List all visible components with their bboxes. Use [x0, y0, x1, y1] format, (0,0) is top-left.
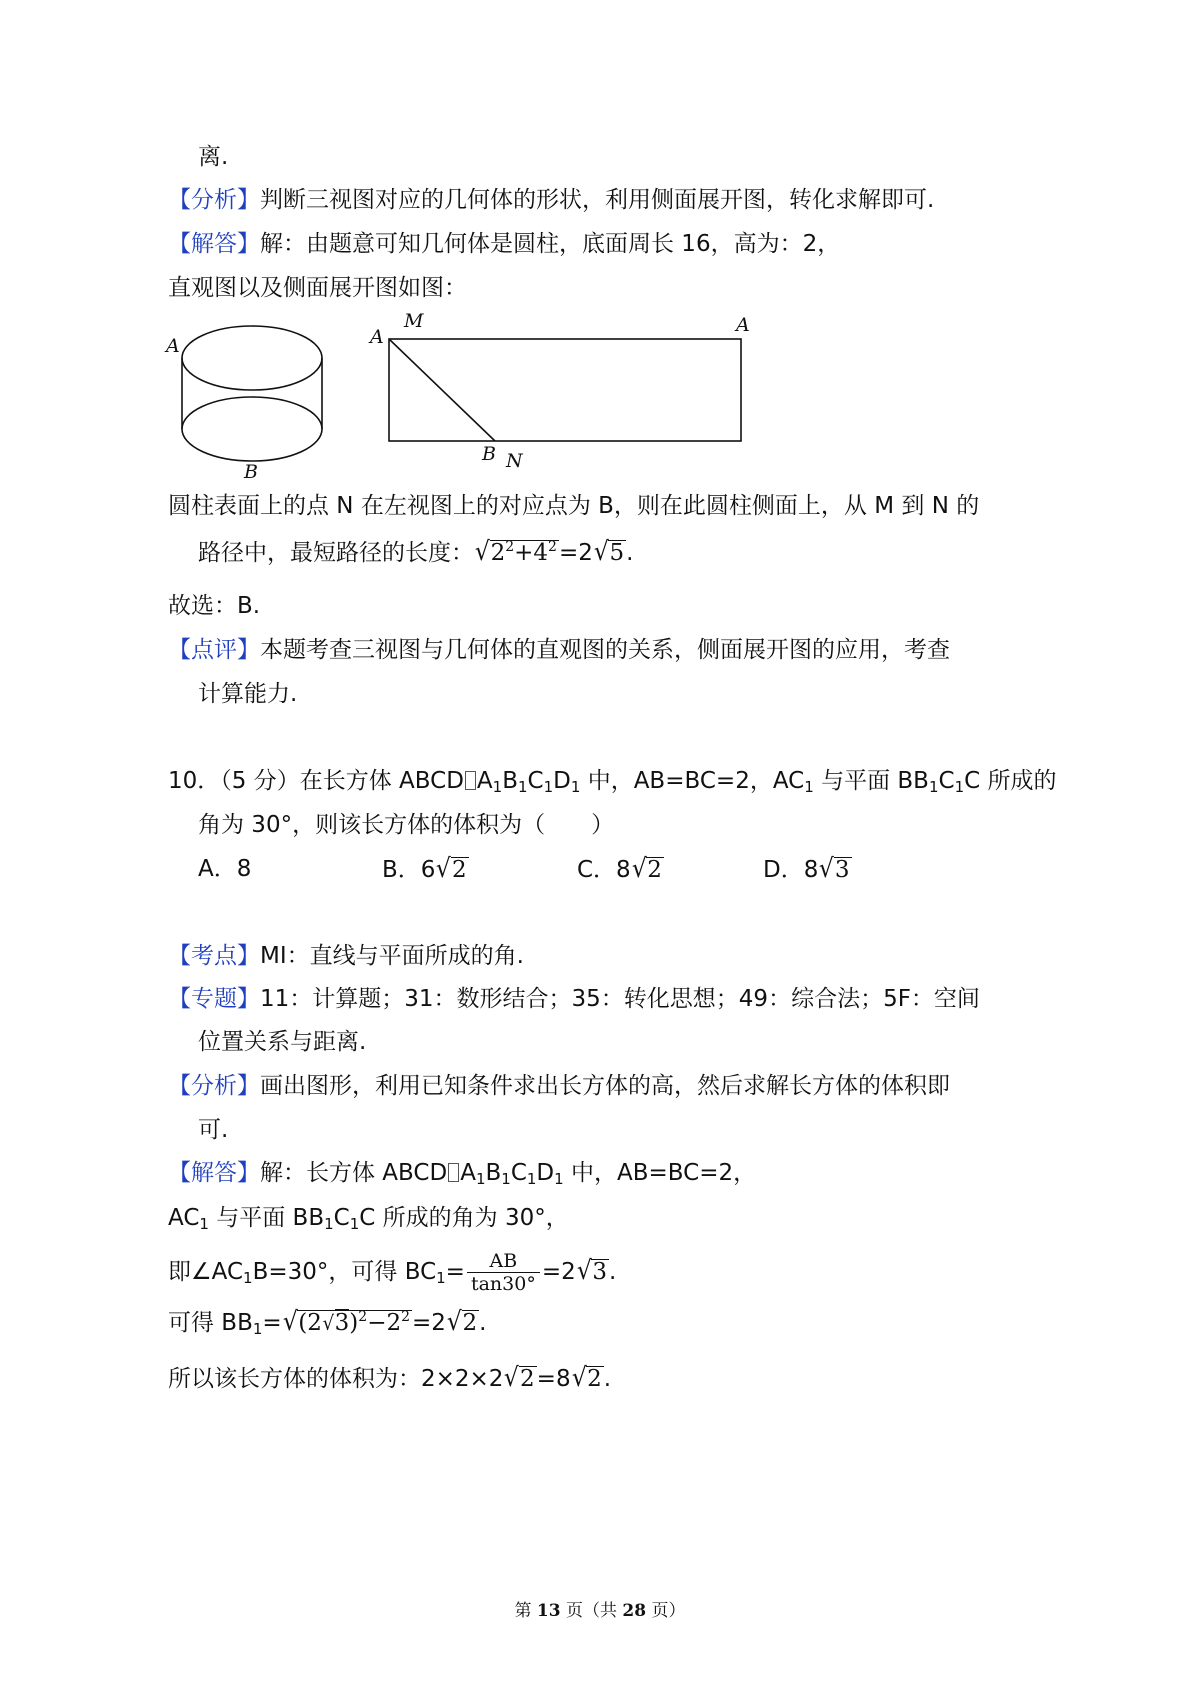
topic-line: 【专题】11：计算题；31：数形结合；35：转化思想；49：综合法；5F：空间: [168, 986, 980, 1012]
analysis-2-tag: 【分析】: [168, 1073, 260, 1099]
question-10-line2: 角为 30°，则该长方体的体积为（ ）: [198, 812, 615, 838]
comment-tag: 【点评】: [168, 637, 260, 663]
option-b[interactable]: B．6√2: [382, 854, 467, 884]
solution-tag: 【解答】: [168, 231, 260, 257]
knowledge-point-tag: 【考点】: [168, 943, 260, 969]
fraction-ab-over-tan30: $\frac{AB}{\tan 30^\circ}$: [467, 1250, 540, 1295]
option-a[interactable]: A．8: [198, 856, 252, 882]
shortest-path-text: 路径中，最短路径的长度：: [198, 540, 474, 566]
missing-glyph-box: [448, 1163, 459, 1182]
solution-line: [168, 229, 840, 259]
solution-step-4: 可得 $BB_1=√(2√3)^2-2^2=2√2$.: [168, 1307, 487, 1338]
figure: [160, 312, 800, 490]
unfold-label-a-left: A: [370, 326, 384, 348]
solution-step-5: 所以该长方体的体积为：2×2×2√2=8√2.: [168, 1363, 612, 1393]
comment-line-2: 计算能力.: [198, 681, 298, 707]
comment-text: 本题考查三视图与几何体的直观图的关系，侧面展开图的应用，考查: [260, 637, 950, 663]
unfold-label-b: B: [482, 443, 496, 465]
unfold-label-a-right: A: [736, 314, 750, 336]
cylinder-bottom-ellipse: [182, 397, 322, 461]
question-10-line1: 10．（5 分）在长方体 ABCD $A_1B_1C_1D_1$ 中，AB=BC=2，$AC_1$ 与平面 $BB_1C_1C$ 所成的: [168, 768, 1057, 796]
cylinder-top-ellipse: [182, 326, 322, 390]
knowledge-point-line: 【考点】MI：直线与平面所成的角.: [168, 943, 524, 969]
page-footer: 第 13 页（共 28 页）: [514, 1601, 686, 1621]
topic-line-2: 位置关系与距离.: [198, 1029, 367, 1055]
analysis-text: 判断三视图对应的几何体的形状，利用侧面展开图，转化求解即可.: [260, 187, 935, 213]
comment-line: [168, 635, 950, 665]
solution-step-3: 即$\angle AC_1B=30^\circ$，可得 $BC_1=$ $\frac{AB}{\tan 30^\circ}$ =2√3.: [168, 1250, 617, 1295]
missing-glyph-box: [465, 771, 476, 790]
total-pages-number: 28: [622, 1601, 647, 1621]
cylinder-label-a: A: [166, 335, 180, 357]
current-page-number: 13: [536, 1601, 561, 1621]
cylinder-diagram: [164, 326, 322, 483]
analysis-2-line: 【分析】画出图形，利用已知条件求出长方体的高，然后求解长方体的体积即: [168, 1073, 950, 1099]
solution-2-line: 【解答】解：长方体 ABCD $A_1B_1C_1D_1$ 中，AB=BC=2，: [168, 1160, 757, 1188]
sqrt-expression: $√2^2+4^2$: [474, 537, 557, 567]
solution-text: 解：由题意可知几何体是圆柱，底面周长 16，高为：2，: [260, 231, 841, 257]
unfold-label-n: N: [506, 450, 523, 472]
solution-step-2: $AC_1$ 与平面 $BB_1C_1C$ 所成的角为 30°，: [168, 1205, 569, 1233]
cylinder-label-b: B: [244, 461, 258, 483]
sqrt-bb1-expression: $√(2√3)^2-2^2$: [282, 1307, 411, 1337]
path-segment-mb: [389, 339, 495, 441]
option-c[interactable]: C．8√2: [577, 854, 662, 884]
analysis-line: [168, 185, 934, 215]
analysis-2-line-2: 可.: [198, 1117, 229, 1143]
line-continuation: 离.: [198, 144, 229, 170]
topic-tag: 【专题】: [168, 986, 260, 1012]
figure-intro: 直观图以及侧面展开图如图：: [168, 275, 467, 301]
sqrt-five: √5: [593, 537, 625, 567]
point-n-line: 圆柱表面上的点 N 在左视图上的对应点为 B，则在此圆柱侧面上，从 M 到 N 的: [168, 493, 980, 519]
unfolding-diagram: [368, 312, 750, 472]
unfold-label-m: M: [404, 312, 424, 332]
answer-line: 故选：B.: [168, 593, 261, 619]
shortest-path-line: 路径中，最短路径的长度：$√2^2+4^2=2√5$.: [198, 537, 634, 567]
option-d[interactable]: D．8√3: [763, 854, 850, 884]
solution-2-tag: 【解答】: [168, 1160, 260, 1186]
equals-part: =2: [558, 540, 593, 566]
analysis-tag: 【分析】: [168, 187, 260, 213]
